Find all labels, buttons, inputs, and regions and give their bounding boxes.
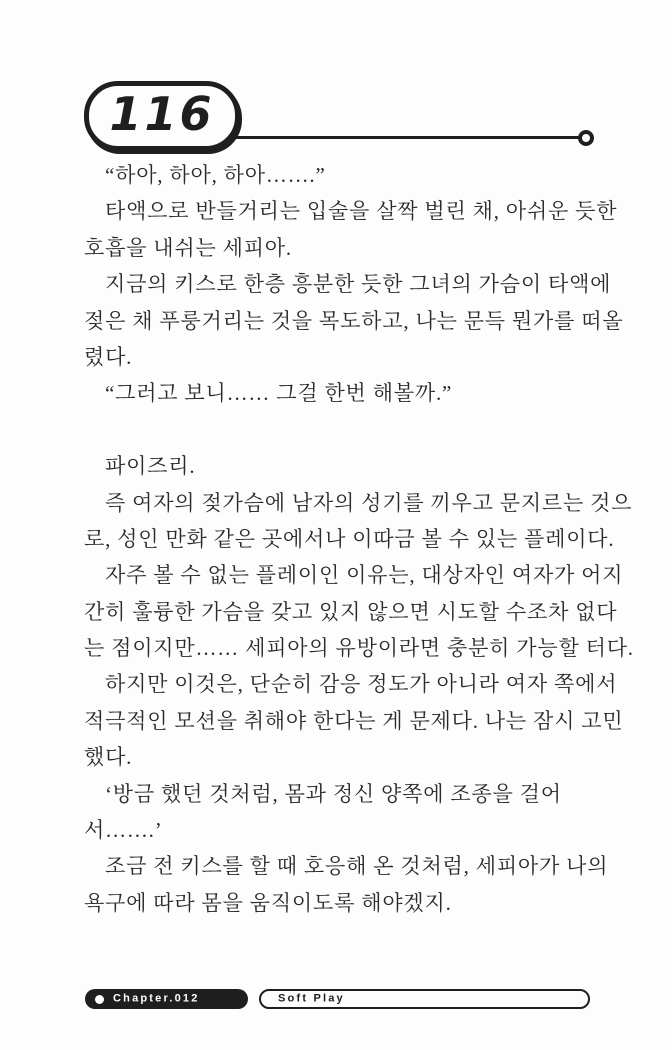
paragraph xyxy=(84,448,609,484)
text-line: ‘방금 했던 것처럼, 몸과 정신 양쪽에 조종을 걸어 xyxy=(105,781,562,806)
text-line: 파이즈리. xyxy=(105,454,196,479)
section-title-label: Soft Play xyxy=(278,992,345,1005)
paragraph xyxy=(84,266,624,375)
text-line: 는 점이지만…… 세피아의 유방이라면 충분히 가능할 터다. xyxy=(84,636,634,661)
page-number-badge xyxy=(84,81,240,151)
text-line: 자주 볼 수 없는 플레이인 이유는, 대상자인 여자가 어지 xyxy=(105,563,624,588)
body-text xyxy=(84,157,634,921)
text-line: 욕구에 따라 몸을 움직이도록 해야겠지. xyxy=(84,890,452,915)
text-line: 적극적인 모션을 취해야 한다는 게 문제다. 나는 잠시 고민 xyxy=(84,708,624,733)
text-line: 렸다. xyxy=(84,344,133,369)
bullet-icon xyxy=(95,995,104,1004)
text-line: 즉 여자의 젖가슴에 남자의 성기를 끼우고 문지르는 것으 xyxy=(105,490,633,515)
section-title-badge xyxy=(259,989,590,1009)
paragraph xyxy=(84,848,609,921)
text-line: 지금의 키스로 한층 흥분한 듯한 그녀의 가슴이 타액에 xyxy=(105,272,612,297)
header-ring-icon xyxy=(578,130,594,146)
paragraph xyxy=(84,375,609,411)
text-line: 조금 전 키스를 할 때 호응해 온 것처럼, 세피아가 나의 xyxy=(105,854,609,879)
paragraph xyxy=(84,157,609,193)
paragraph xyxy=(84,485,633,558)
text-line: 젖은 채 푸룽거리는 것을 목도하고, 나는 문득 뭔가를 떠올 xyxy=(84,308,624,333)
paragraph xyxy=(84,193,618,266)
text-line: “그러고 보니…… 그걸 한번 해볼까.” xyxy=(105,381,453,406)
header-rule xyxy=(236,136,580,139)
text-line: 타액으로 반들거리는 입술을 살짝 벌린 채, 아쉬운 듯한 xyxy=(105,199,618,224)
paragraph xyxy=(84,557,634,666)
paragraph xyxy=(84,666,624,775)
text-line: 간히 훌륭한 가슴을 갖고 있지 않으면 시도할 수조차 없다 xyxy=(84,599,618,624)
text-line: 하지만 이것은, 단순히 감응 정도가 아니라 여자 쪽에서 xyxy=(105,672,618,697)
paragraph xyxy=(84,776,609,849)
text-line: “하아, 하아, 하아…….” xyxy=(105,163,326,187)
page-number: 116 xyxy=(109,87,215,141)
chapter-badge xyxy=(85,989,248,1009)
text-line: 했다. xyxy=(84,745,133,770)
chapter-label: Chapter.012 xyxy=(113,992,200,1005)
text-line: 호흡을 내쉬는 세피아. xyxy=(84,235,292,260)
text-line: 서…….’ xyxy=(84,818,163,843)
text-line: 로, 성인 만화 같은 곳에서나 이따금 볼 수 있는 플레이다. xyxy=(84,526,615,551)
